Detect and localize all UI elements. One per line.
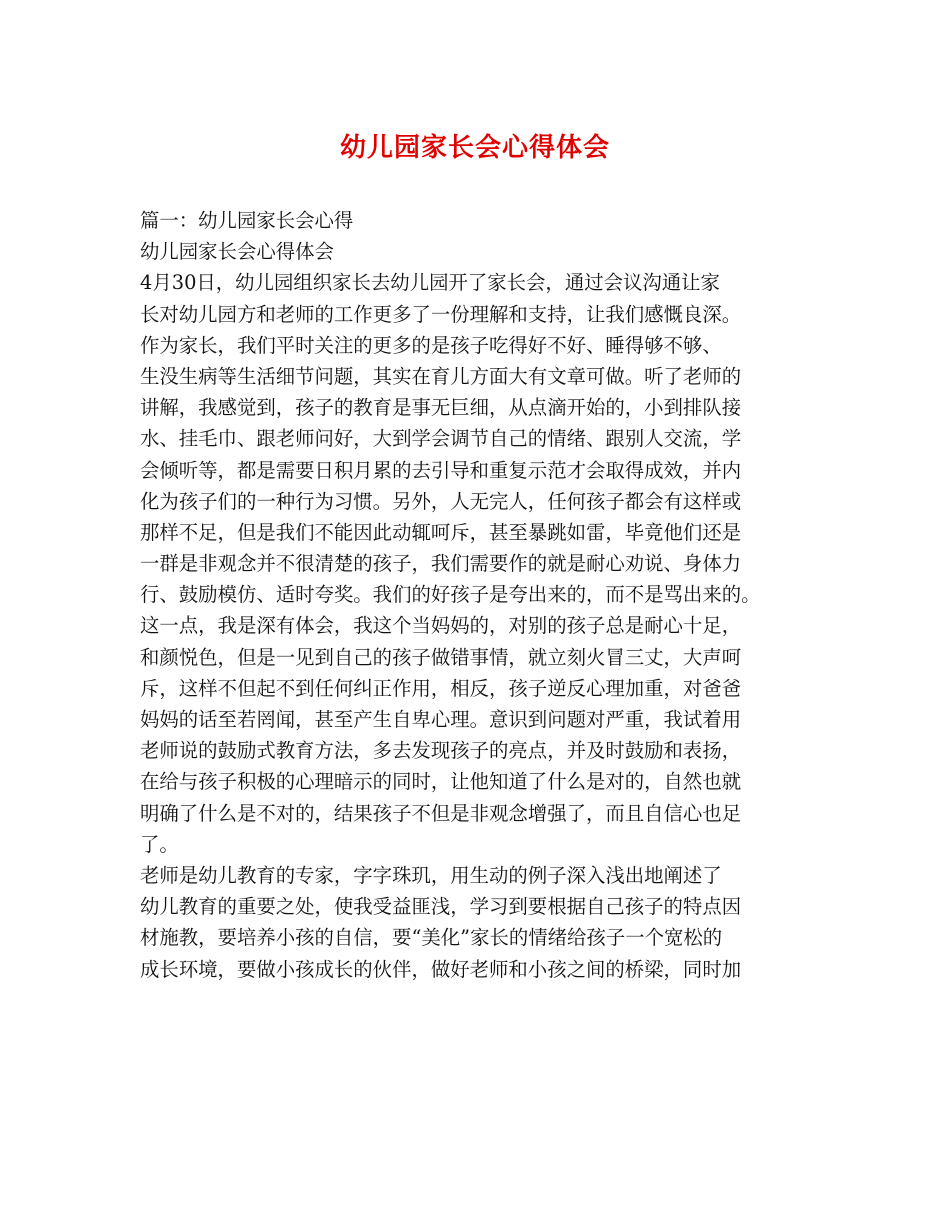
text-line: 作为家长，我们平时关注的更多的是孩子吃得好不好、睡得够不够、 <box>140 333 722 357</box>
text-line: 和颜悦色，但是一见到自己的孩子做错事情，就立刻火冒三丈，大声呵 <box>140 645 742 669</box>
text-line: 幼儿教育的重要之处，使我受益匪浅，学习到要根据自己孩子的特点因 <box>140 895 742 919</box>
text-line: 材施教，要培养小孩的自信，要“美化”家长的情绪给孩子一个宽松的 <box>140 926 723 950</box>
text-line: 妈妈的话至若罔闻，甚至产生自卑心理。意识到问题对严重，我试着用 <box>140 708 742 731</box>
text-line: 4月30日，幼儿园组织家长去幼儿园开了家长会，通过会议沟通让家 <box>140 271 720 295</box>
text-line: 成长环境，要做小孩成长的伙伴，做好老师和小孩之间的桥梁，同时加 <box>140 957 742 981</box>
text-line: 幼儿园家长会心得体会 <box>140 240 334 264</box>
document-title: 幼儿园家长会心得体会 <box>339 133 610 163</box>
text-line: 了。 <box>140 832 179 856</box>
text-line: 会倾听等，都是需要日积月累的去引导和重复示范才会取得成效，并内 <box>140 458 742 482</box>
text-line: 老师是幼儿教育的专家，字字珠玑，用生动的例子深入浅出地阐述了 <box>140 863 722 887</box>
document-body <box>140 205 830 985</box>
text-line: 行、鼓励模仿、适时夸奖。我们的好孩子是夸出来的，而不是骂出来的。 <box>140 583 761 607</box>
text-line: 那样不足，但是我们不能因此动辄呵斥，甚至暴跳如雷，毕竟他们还是 <box>140 520 742 544</box>
text-line: 老师说的鼓励式教育方法，多去发现孩子的亮点，并及时鼓励和表扬， <box>140 739 742 763</box>
text-line: 一群是非观念并不很清楚的孩子，我们需要作的就是耐心劝说、身体力 <box>140 552 742 576</box>
text-line: 化为孩子们的一种行为习惯。另外，人无完人，任何孩子都会有这样或 <box>140 489 742 513</box>
text-line: 在给与孩子积极的心理暗示的同时，让他知道了什么是对的，自然也就 <box>140 770 742 794</box>
text-line: 篇一：幼儿园家长会心得 <box>140 209 354 232</box>
text-line: 明确了什么是不对的，结果孩子不但是非观念增强了，而且自信心也足 <box>140 801 742 825</box>
text-line: 生没生病等生活细节问题，其实在育儿方面大有文章可做。听了老师的 <box>140 364 742 388</box>
text-line: 讲解，我感觉到，孩子的教育是事无巨细，从点滴开始的，小到排队接 <box>140 396 742 420</box>
text-line: 长对幼儿园方和老师的工作更多了一份理解和支持，让我们感慨良深。 <box>140 302 742 326</box>
text-line: 这一点，我是深有体会，我这个当妈妈的，对别的孩子总是耐心十足， <box>140 614 742 638</box>
text-line: 斥，这样不但起不到任何纠正作用，相反，孩子逆反心理加重，对爸爸 <box>140 676 742 700</box>
text-line: 水、挂毛巾、跟老师问好，大到学会调节自己的情绪、跟别人交流，学 <box>140 427 742 451</box>
